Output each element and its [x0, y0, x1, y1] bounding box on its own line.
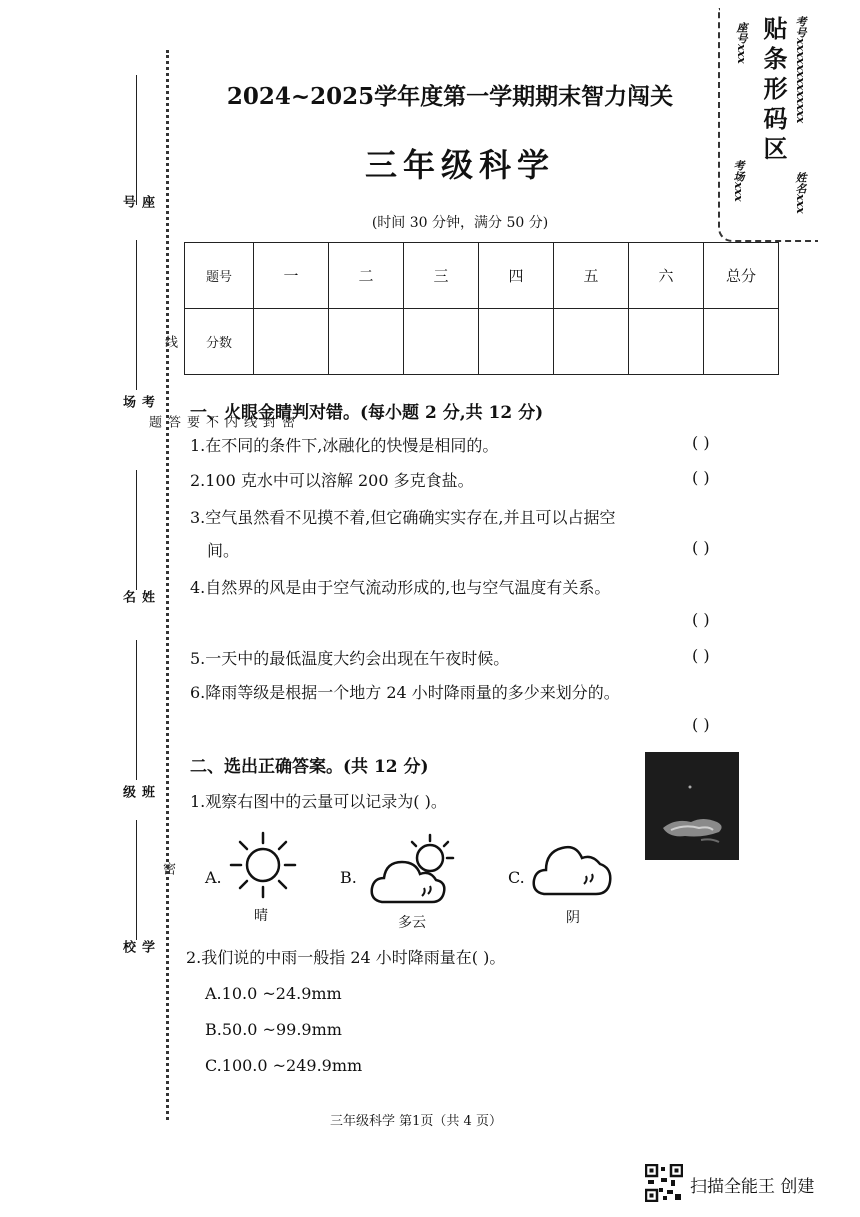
- score-table-score-row: [185, 309, 779, 375]
- s1-question-6: 6.降雨等级是根据一个地方 24 小时降雨量的多少来划分的。: [190, 683, 620, 702]
- barcode-exam-no: 考号xxxxxxxxxxxxx: [794, 16, 807, 124]
- room-label: 考场: [120, 395, 154, 410]
- seal-char-mi: 密: [160, 862, 175, 877]
- s2-question-1: 1.观察右图中的云量可以记录为( )。: [190, 792, 447, 811]
- score-cell[interactable]: [704, 309, 779, 375]
- score-cell[interactable]: [629, 309, 704, 375]
- s2-q1-option-b-caption: 多云: [398, 915, 426, 931]
- class-underline: [136, 640, 137, 780]
- s1-answer-paren-6[interactable]: ( ): [692, 715, 710, 734]
- seal-dotted-line: [166, 50, 169, 1120]
- score-header-cell: 二: [329, 243, 404, 309]
- s1-question-5: 5.一天中的最低温度大约会出现在午夜时候。: [190, 649, 510, 668]
- score-cell[interactable]: [554, 309, 629, 375]
- s2-q1-option-c-letter[interactable]: C.: [508, 868, 525, 887]
- cloud-photo-art: [645, 752, 739, 860]
- score-table: [184, 242, 779, 375]
- score-header-cell: 五: [554, 243, 629, 309]
- s2-q2-option-c[interactable]: C.100.0 ~249.9mm: [205, 1056, 363, 1075]
- seal-line-text: 密 封 线 内 不 要 答 题: [146, 415, 294, 442]
- seal-char-xian: 线: [162, 335, 177, 350]
- score-cell[interactable]: [404, 309, 479, 375]
- sun-icon: [228, 830, 298, 904]
- name-underline: [136, 470, 137, 590]
- section2-title: 二、选出正确答案。(共 12 分): [190, 757, 429, 777]
- score-header-cell: 总分: [704, 243, 779, 309]
- s1-answer-paren-1[interactable]: ( ): [692, 433, 710, 452]
- page-footer: 三年级科学 第1页（共 4 页）: [330, 1114, 502, 1129]
- score-cell[interactable]: [254, 309, 329, 375]
- barcode-title: 贴条形码区: [759, 16, 788, 166]
- score-cell[interactable]: [479, 309, 554, 375]
- qr-code-icon: [645, 1164, 683, 1202]
- score-table-header-row: [185, 243, 779, 309]
- class-label: 班级: [120, 785, 154, 800]
- s2-q1-option-b-letter[interactable]: B.: [340, 868, 357, 887]
- s1-question-2: 2.100 克水中可以溶解 200 多克食盐。: [190, 471, 474, 490]
- scanner-brand: 扫描全能王 创建: [690, 1177, 815, 1197]
- s2-q1-option-a-caption: 晴: [254, 908, 268, 924]
- score-header-cell: 题号: [185, 243, 254, 309]
- s1-answer-paren-2[interactable]: ( ): [692, 468, 710, 487]
- score-header-cell: 六: [629, 243, 704, 309]
- school-label: 学校: [120, 940, 154, 955]
- barcode-seat-no: 座号xxx: [735, 22, 748, 64]
- score-header-cell: 一: [254, 243, 329, 309]
- time-note: (时间 30 分钟，满分 50 分): [371, 215, 549, 231]
- exam-title: 2024~2025学年度第一学期期末智力闯关: [226, 83, 674, 110]
- score-row-label: 分数: [185, 309, 254, 375]
- s2-q1-option-c-caption: 阴: [566, 910, 580, 926]
- cloud-photo: [645, 752, 739, 860]
- s1-question-3: 3.空气虽然看不见摸不着,但它确确实实存在,并且可以占据空: [190, 508, 616, 527]
- s1-answer-paren-3[interactable]: ( ): [692, 538, 710, 557]
- barcode-room: 考场xxx: [732, 160, 745, 202]
- score-header-cell: 三: [404, 243, 479, 309]
- school-underline: [136, 820, 137, 940]
- score-cell[interactable]: [329, 309, 404, 375]
- seat-label: 座号: [120, 195, 154, 210]
- barcode-name: 姓名xxx: [794, 172, 807, 214]
- s1-question-4: 4.自然界的风是由于空气流动形成的,也与空气温度有关系。: [190, 578, 611, 597]
- s1-question-1: 1.在不同的条件下,冰融化的快慢是相同的。: [190, 436, 499, 455]
- s2-q2-option-b[interactable]: B.50.0 ~99.9mm: [205, 1020, 342, 1039]
- room-underline: [136, 240, 137, 390]
- s2-question-2: 2.我们说的中雨一般指 24 小时降雨量在( )。: [186, 948, 506, 967]
- s2-q2-option-a[interactable]: A.10.0 ~24.9mm: [205, 984, 342, 1003]
- seat-underline: [136, 75, 137, 205]
- s1-question-3-cont: 间。: [207, 541, 240, 560]
- partly-cloudy-icon: [368, 830, 460, 914]
- section1-title: 一、火眼金睛判对错。(每小题 2 分,共 12 分): [190, 403, 544, 423]
- name-label: 姓名: [120, 590, 154, 605]
- score-header-cell: 四: [479, 243, 554, 309]
- cloud-icon: [530, 830, 614, 904]
- s1-answer-paren-5[interactable]: ( ): [692, 646, 710, 665]
- s2-q1-option-a-letter[interactable]: A.: [205, 868, 222, 887]
- s1-answer-paren-4[interactable]: ( ): [692, 610, 710, 629]
- subject-title: 三年级科学: [364, 146, 555, 184]
